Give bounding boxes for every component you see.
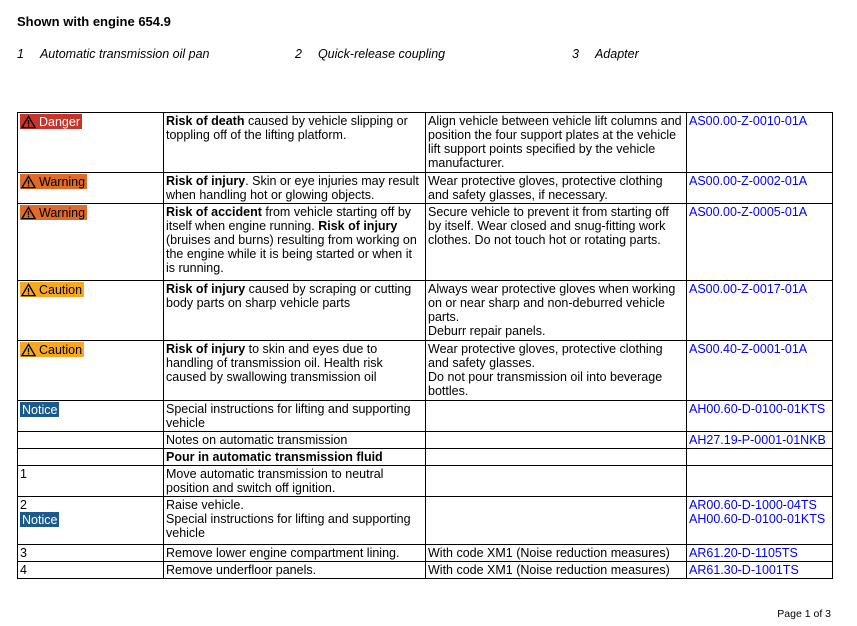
- ref-cell: [687, 341, 833, 401]
- warning-badge: [20, 205, 87, 220]
- ref-cell: [687, 281, 833, 341]
- ref-cell: [687, 204, 833, 281]
- text-cell: [164, 432, 426, 449]
- text-cell: [164, 545, 426, 562]
- table-row: [18, 562, 833, 579]
- ref-cell: [687, 545, 833, 562]
- measure-cell: [426, 173, 687, 204]
- risk-bold: Risk of death: [166, 114, 245, 128]
- badge-cell: [18, 341, 164, 401]
- measure-text: With code XM1 (Noise reduction measures): [428, 546, 670, 560]
- table-row: [18, 432, 833, 449]
- badge-label: Danger: [39, 114, 80, 129]
- ref-cell: [687, 497, 833, 545]
- warning-triangle-icon: [21, 206, 36, 220]
- section-heading: Pour in automatic transmission fluid: [166, 450, 383, 464]
- risk-bold: Risk of injury: [166, 342, 246, 356]
- row-text: Special instructions for lifting and supporting vehicle: [166, 402, 411, 430]
- risk-cell: [164, 281, 426, 341]
- row-text: Raise vehicle.: [166, 498, 244, 512]
- risk-text: caused by vehicle slipping or toppling off of the lifting platform.: [166, 114, 408, 142]
- measure-text-2: Do not pour transmission oil into beverage bottles.: [428, 370, 663, 398]
- measure-cell: [426, 113, 687, 173]
- measure-cell: [426, 466, 687, 497]
- risk-cell: [164, 204, 426, 281]
- risk-text: to skin and eyes due to handling of transmission oil. Health risk caused by swallowing transmission oil: [166, 342, 383, 384]
- risk-bold-2: Risk of injury: [318, 219, 398, 233]
- measure-cell: [426, 545, 687, 562]
- table-row: [18, 497, 833, 545]
- step-cell: [18, 466, 164, 497]
- badge-cell: [18, 113, 164, 173]
- badge-cell: [18, 204, 164, 281]
- row-text-2: Special instructions for lifting and supporting vehicle: [166, 512, 411, 540]
- reference-link[interactable]: AR61.30-D-1001TS: [689, 563, 799, 577]
- step-number: 1: [20, 467, 27, 481]
- badge-cell: [18, 281, 164, 341]
- risk-cell: [164, 341, 426, 401]
- badge-label: Caution: [39, 282, 83, 297]
- legend-label: Quick-release coupling: [317, 47, 446, 61]
- risk-cell: [164, 113, 426, 173]
- reference-link[interactable]: AS00.00-Z-0010-01A: [689, 114, 808, 128]
- risk-text: from vehicle starting off by itself when engine running.: [166, 205, 412, 233]
- row-text: Remove lower engine compartment lining.: [166, 546, 400, 560]
- measure-cell: [426, 497, 687, 545]
- step-number: 4: [20, 563, 27, 577]
- measure-cell: [426, 204, 687, 281]
- row-text: Remove underfloor panels.: [166, 563, 317, 577]
- legend-item-3: [572, 47, 639, 61]
- measure-text: Align vehicle between vehicle lift columns and position the four support plates at the vehicle lift support points specified by the vehicle manufacturer.: [428, 114, 682, 170]
- measure-cell: [426, 562, 687, 579]
- badge-cell: [18, 401, 164, 432]
- table-row: [18, 113, 833, 173]
- table-row: [18, 449, 833, 466]
- caution-badge: [20, 282, 84, 297]
- page-number: Page 1 of 3: [777, 608, 831, 620]
- step-cell: [18, 562, 164, 579]
- table-row: [18, 173, 833, 204]
- row-text: Move automatic transmission to neutral position and switch off ignition.: [166, 467, 384, 495]
- procedure-table: [17, 112, 833, 579]
- risk-bold: Risk of injury: [166, 174, 246, 188]
- legend-label: Automatic transmission oil pan: [39, 47, 210, 61]
- table-row: [18, 281, 833, 341]
- measure-text: Wear protective gloves, protective clothing and safety glasses.: [428, 342, 663, 370]
- risk-cell: [164, 173, 426, 204]
- ref-cell: [687, 432, 833, 449]
- measure-cell: [426, 341, 687, 401]
- legend-label: Adapter: [594, 47, 639, 61]
- badge-label: Warning: [39, 174, 86, 189]
- risk-bold: Risk of injury: [166, 282, 246, 296]
- ref-cell: [687, 466, 833, 497]
- ref-cell: [687, 449, 833, 466]
- ref-cell: [687, 173, 833, 204]
- ref-cell: [687, 113, 833, 173]
- measure-text: Wear protective gloves, protective clothing and safety glasses, if necessary.: [428, 174, 663, 202]
- badge-label: Warning: [39, 205, 86, 220]
- step-number: 2: [20, 498, 27, 512]
- measure-cell: [426, 432, 687, 449]
- warning-badge: [20, 174, 87, 189]
- measure-cell: [426, 281, 687, 341]
- reference-link[interactable]: AS00.00-Z-0002-01A: [689, 174, 808, 188]
- reference-link[interactable]: AS00.00-Z-0017-01A: [689, 282, 808, 296]
- table-row: [18, 401, 833, 432]
- table-row: [18, 466, 833, 497]
- step-cell: [18, 497, 164, 545]
- reference-link[interactable]: AR00.60-D-1000-04TS: [689, 498, 817, 512]
- measure-text: With code XM1 (Noise reduction measures): [428, 563, 670, 577]
- notice-badge: Notice: [22, 402, 58, 417]
- notice-badge: Notice: [22, 512, 58, 527]
- legend-num: 3: [572, 47, 579, 61]
- text-cell: [164, 401, 426, 432]
- danger-badge: [20, 114, 82, 129]
- page-title: Shown with engine 654.9: [17, 14, 171, 29]
- measure-text: Always wear protective gloves when working on or near sharp and non-deburred vehicle parts.: [428, 282, 676, 324]
- badge-cell: [18, 432, 164, 449]
- reference-link[interactable]: AS00.00-Z-0005-01A: [689, 205, 808, 219]
- risk-bold: Risk of accident: [166, 205, 262, 219]
- measure-cell: [426, 449, 687, 466]
- measure-cell: [426, 401, 687, 432]
- risk-text: caused by scraping or cutting body parts on sharp vehicle parts: [166, 282, 412, 310]
- legend-num: 1: [17, 47, 24, 61]
- badge-cell: [18, 449, 164, 466]
- reference-link[interactable]: AS00.40-Z-0001-01A: [689, 342, 808, 356]
- reference-link-2[interactable]: AH00.60-D-0100-01KTS: [689, 512, 826, 526]
- ref-cell: [687, 562, 833, 579]
- warning-triangle-icon: [21, 283, 36, 297]
- risk-text: . Skin or eye injuries may result when handling hot or glowing objects.: [166, 174, 419, 202]
- table-row: [18, 204, 833, 281]
- badge-cell: [18, 173, 164, 204]
- step-number: 3: [20, 546, 27, 560]
- legend-num: 2: [295, 47, 302, 61]
- caution-badge: [20, 342, 84, 357]
- warning-triangle-icon: [21, 175, 36, 189]
- badge-label: Caution: [39, 342, 83, 357]
- section-heading-cell: [164, 449, 426, 466]
- measure-text: Secure vehicle to prevent it from starting off by itself. Wear closed and snug-fitting work clothes. Do not touch hot or rotating parts.: [428, 205, 669, 247]
- legend-item-2: [295, 47, 445, 61]
- table-row: [18, 545, 833, 562]
- text-cell: [164, 562, 426, 579]
- reference-link[interactable]: AR61.20-D-1105TS: [689, 546, 798, 560]
- warning-triangle-icon: [21, 343, 36, 357]
- legend-item-1: [17, 47, 209, 61]
- warning-triangle-icon: [21, 115, 36, 129]
- text-cell: [164, 497, 426, 545]
- reference-link[interactable]: AH27.19-P-0001-01NKB: [689, 433, 826, 447]
- ref-cell: [687, 401, 833, 432]
- measure-text-2: Deburr repair panels.: [428, 324, 546, 338]
- step-cell: [18, 545, 164, 562]
- table-row: [18, 341, 833, 401]
- row-text: Notes on automatic transmission: [166, 433, 348, 447]
- reference-link[interactable]: AH00.60-D-0100-01KTS: [689, 402, 826, 416]
- text-cell: [164, 466, 426, 497]
- risk-text-2: (bruises and burns) resulting from working on the engine while it is being started or when it is running.: [166, 233, 417, 275]
